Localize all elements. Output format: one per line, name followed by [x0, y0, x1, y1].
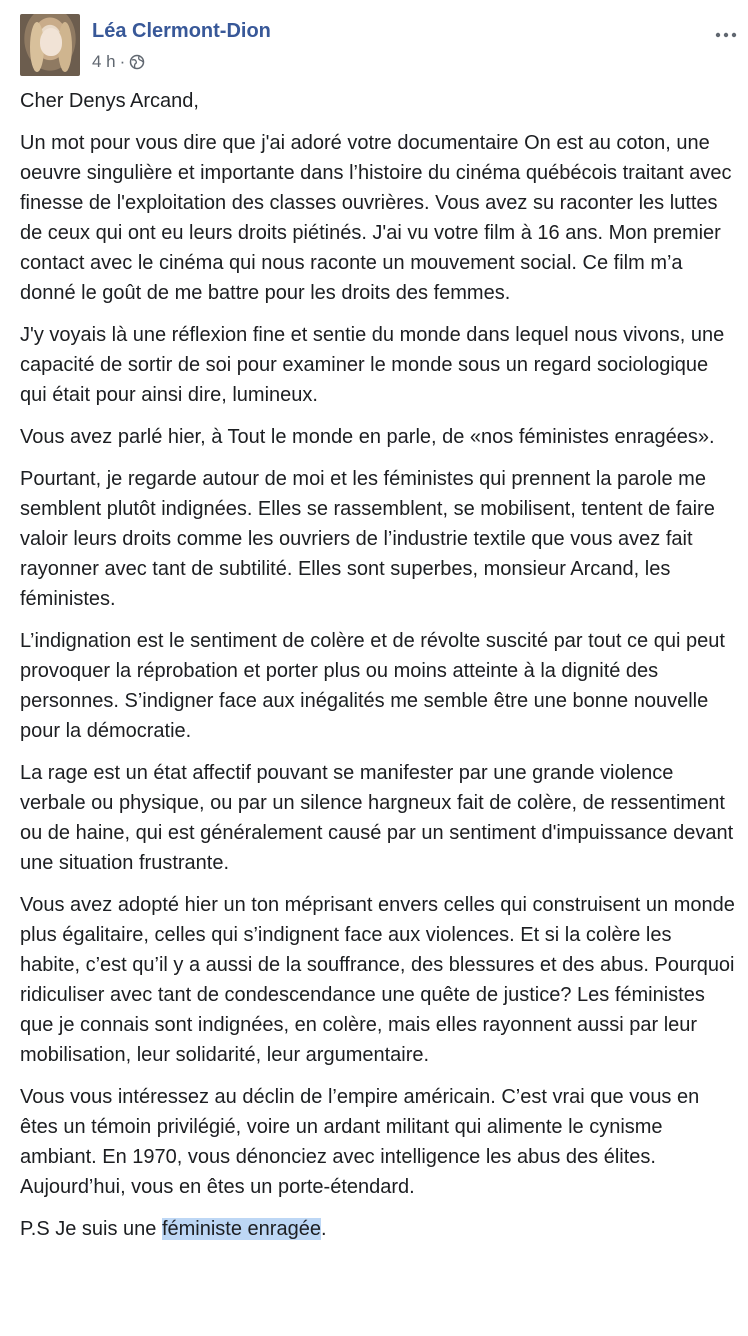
globe-icon[interactable]	[129, 54, 145, 70]
more-icon	[714, 25, 738, 43]
post-paragraph-4: Vous avez parlé hier, à Tout le monde en parle, de «nos féministes enragées».	[20, 426, 715, 448]
meta-separator: ·	[119, 52, 126, 71]
post-paragraph-3: J'y voyais là une réflexion fine et sentie du monde dans lequel nous vivons, une capacité de sortir de soi pour examiner le monde sous un regard sociologique qui était pour ainsi dire, lumineux.	[20, 324, 725, 406]
selected-text-highlight[interactable]: féministe enragée	[161, 1218, 321, 1240]
post-paragraph-2: Un mot pour vous dire que j'ai adoré votre documentaire On est au coton, une oeuvre singulière et importante dans l’histoire du cinéma québécois traitant avec finesse de l'exploitation des classes ouvrières. Vous avez su raconter les luttes de ceux qui ont eu leurs droits piétinés. J'ai vu votre film à 16 ans. Mon premier contact avec le cinéma qui nous raconte un mouvement social. Ce film m’a donné le goût de me battre pour les droits des femmes.	[20, 132, 732, 304]
post-body	[20, 86, 735, 1256]
more-options-button[interactable]	[712, 22, 740, 46]
postscript-prefix: P.S Je suis une	[20, 1218, 162, 1240]
post-paragraph-1: Cher Denys Arcand,	[20, 90, 199, 112]
post-postscript	[20, 1214, 735, 1244]
avatar-face	[40, 28, 62, 56]
post-paragraph-9: Vous vous intéressez au déclin de l’empire américain. C’est vrai que vous en êtes un témoin privilégié, voire un ardant militant qui alimente le cynisme ambiant. En 1970, vous dénonciez avec intelligence les abus des élites. Aujourd’hui, vous en êtes un porte-étendard.	[20, 1086, 700, 1198]
postscript-suffix: .	[320, 1218, 327, 1240]
post-paragraph-8: Vous avez adopté hier un ton méprisant envers celles qui construisent un monde plus égalitaire, celles qui s’indignent face aux violences. Et si la colère les habite, c’est qu’il y a aussi de la souffrance, des blessures et des abus. Pourquoi ridiculiser avec tant de condescendance une quête de justice? Les féministes que je connais sont indignées, en colère, mais elles rayonnent aussi par leur mobilisation, leur solidarité, leur argumentaire.	[20, 894, 735, 1066]
post-meta	[92, 52, 145, 72]
post-paragraph-6: L’indignation est le sentiment de colère et de révolte suscité par tout ce qui peut provoquer la réprobation et porter plus ou moins atteinte à la dignité des personnes. S’indigner face aux inégalités me semble être une bonne nouvelle pour la démocratie.	[20, 630, 725, 742]
post-paragraph-7: La rage est un état affectif pouvant se manifester par une grande violence verbale ou physique, ou par un silence hargneux fait de colère, de ressentiment ou de haine, qui est généralement causé par un sentiment d'impuissance devant une situation frustrante.	[20, 762, 734, 874]
author-name[interactable]: Léa Clermont-Dion	[92, 20, 271, 42]
post-timestamp[interactable]: 4 h	[92, 52, 116, 71]
avatar[interactable]	[20, 14, 80, 76]
post-paragraph-5: Pourtant, je regarde autour de moi et les féministes qui prennent la parole me semblent plutôt indignées. Elles se rassemblent, se mobilisent, tentent de faire valoir leurs droits comme les ouvriers de l’industrie textile que vous avez fait rayonner avec tant de subtilité. Elles sont superbes, monsieur Arcand, les féministes.	[20, 468, 715, 610]
post-header	[20, 14, 740, 80]
